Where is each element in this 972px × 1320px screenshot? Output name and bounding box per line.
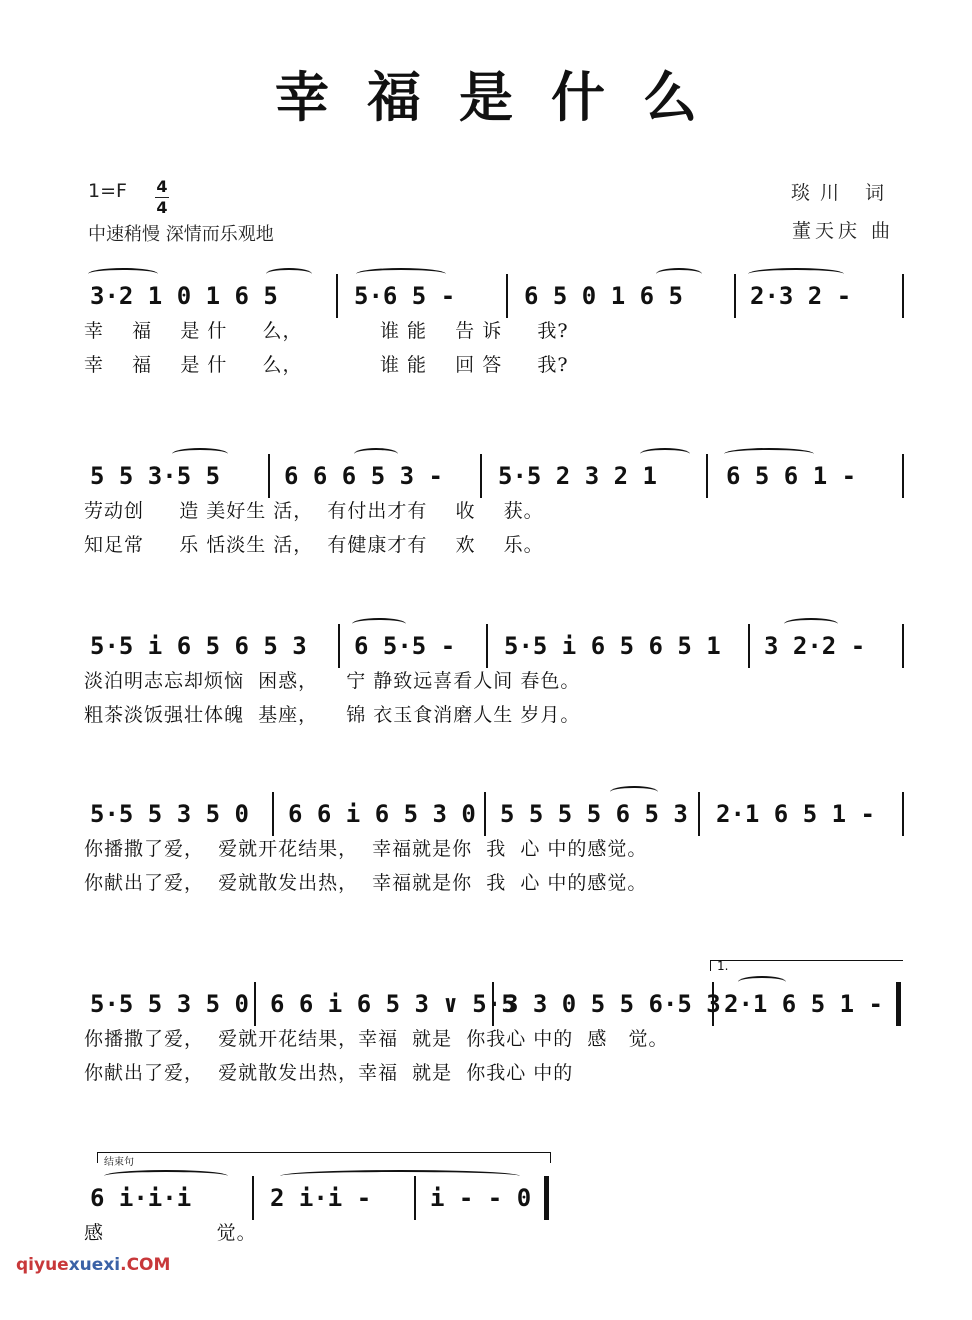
measure-3: 3 3 0 5 5 6·5 3: [504, 990, 721, 1018]
score-line-6: [84, 1170, 904, 1320]
score-line-1: [84, 268, 904, 418]
slur: [352, 618, 406, 630]
barline: [414, 1176, 416, 1220]
slur: [748, 268, 844, 280]
lyrics-verse-2: 你献出了爱， 爱就散发出热，幸福 就是 你我心 中的: [84, 1062, 574, 1084]
measure-1: 3·2 1 0 1 6 5: [90, 282, 278, 310]
time-signature-bottom: 4: [156, 198, 168, 217]
measure-3: 5·5 2 3 2 1: [498, 462, 657, 490]
coda-bracket: [97, 1152, 551, 1168]
measure-4: 2·1 6 5 1 -: [724, 990, 883, 1018]
slur: [266, 268, 312, 280]
lyrics-verse-1: 你播撒了爱， 爱就开花结果， 幸福就是你 我 心 中的感觉。: [84, 838, 648, 860]
time-signature-top: 4: [156, 177, 168, 196]
measure-3: 5·5 i 6 5 6 5 1: [504, 632, 721, 660]
watermark-part-3: .COM: [120, 1255, 171, 1275]
lyrics-verse-1: 幸 福 是 什 么， 谁 能 告 诉 我?: [84, 320, 569, 342]
score-line-4: [84, 786, 904, 936]
slur: [88, 268, 158, 280]
barline: [734, 274, 736, 318]
tempo-marking: 中速稍慢 深情而乐观地: [88, 224, 274, 245]
barline: [902, 454, 904, 498]
barline: [902, 274, 904, 318]
measure-1: 5·5 5 3 5 0: [90, 990, 249, 1018]
barline: [480, 454, 482, 498]
measure-4: 6 5 6 1 -: [726, 462, 857, 490]
measure-4: 2·3 2 -: [750, 282, 852, 310]
score-line-5: [84, 976, 904, 1126]
barline: [492, 982, 494, 1026]
barline: [506, 274, 508, 318]
barline: [484, 792, 486, 836]
measure-2: 6 6 i 6 5 3 ∨ 5·5: [270, 990, 516, 1018]
barline: [712, 982, 714, 1026]
measure-2: 6 5·5 -: [354, 632, 456, 660]
barline: [338, 624, 340, 668]
measure-2: 6 6 6 5 3 -: [284, 462, 443, 490]
slur: [640, 448, 690, 460]
barline: [252, 1176, 254, 1220]
watermark-part-2: xuexi: [68, 1255, 121, 1275]
measure-2: 5·6 5 -: [354, 282, 456, 310]
measure-4: 2·1 6 5 1 -: [716, 800, 875, 828]
barline: [902, 624, 904, 668]
lyrics-verse-1: 感 觉。: [84, 1222, 257, 1244]
barline: [254, 982, 256, 1026]
score-line-2: [84, 448, 904, 598]
key-signature: 1=F: [88, 180, 127, 202]
coda-label: 结束句: [104, 1157, 134, 1168]
slur: [724, 448, 814, 460]
measure-3: i - - 0: [430, 1184, 532, 1212]
barline: [706, 454, 708, 498]
barline: [748, 624, 750, 668]
lyrics-verse-2: 知足常 乐 恬淡生 活， 有健康才有 欢 乐。: [84, 534, 544, 556]
barline: [268, 454, 270, 498]
slur: [280, 1170, 520, 1182]
slur: [784, 618, 838, 630]
slur: [354, 448, 398, 460]
barline: [486, 624, 488, 668]
slur: [738, 976, 786, 988]
volta-label: 1.: [717, 959, 729, 973]
song-title: 幸福是什么: [275, 65, 735, 129]
lyrics-verse-2: 你献出了爱， 爱就散发出热， 幸福就是你 我 心 中的感觉。: [84, 872, 648, 894]
slur: [656, 268, 702, 280]
measure-1: 6 i·i·i: [90, 1184, 192, 1212]
lyrics-verse-1: 淡泊明志忘却烦恼 困惑， 宁 静致远喜看人间 春色。: [84, 670, 581, 692]
repeat-barline: [896, 982, 901, 1026]
barline: [698, 792, 700, 836]
measure-3: 5 5 5 5 6 5 3: [500, 800, 688, 828]
measure-4: 3 2·2 -: [764, 632, 866, 660]
measure-3: 6 5 0 1 6 5: [524, 282, 683, 310]
site-watermark: [16, 1255, 170, 1275]
measure-1: 5·5 i 6 5 6 5 3: [90, 632, 307, 660]
measure-1: 5 5 3·5 5: [90, 462, 221, 490]
final-barline: [544, 1176, 549, 1220]
watermark-part-1: qiyue: [16, 1255, 69, 1275]
barline: [336, 274, 338, 318]
slur: [104, 1170, 228, 1182]
barline: [902, 792, 904, 836]
slur: [356, 268, 446, 280]
barline: [272, 792, 274, 836]
measure-1: 5·5 5 3 5 0: [90, 800, 249, 828]
lyrics-verse-2: 幸 福 是 什 么， 谁 能 回 答 我?: [84, 354, 569, 376]
lyricist-credit: 琰川 词: [790, 182, 894, 204]
time-signature: [155, 178, 169, 217]
first-ending-bracket: [710, 960, 903, 971]
score-line-3: [84, 618, 904, 768]
measure-2: 2 i·i -: [270, 1184, 372, 1212]
lyrics-verse-1: 你播撒了爱， 爱就开花结果，幸福 就是 你我心 中的 感 觉。: [84, 1028, 669, 1050]
composer-credit: 董天庆 曲: [791, 220, 894, 242]
slur: [172, 448, 228, 460]
slur: [610, 786, 658, 798]
lyrics-verse-2: 粗茶淡饭强壮体魄 基座， 锦 衣玉食消磨人生 岁月。: [84, 704, 581, 726]
measure-2: 6 6 i 6 5 3 0: [288, 800, 476, 828]
lyrics-verse-1: 劳动创 造 美好生 活， 有付出才有 收 获。: [84, 500, 544, 522]
